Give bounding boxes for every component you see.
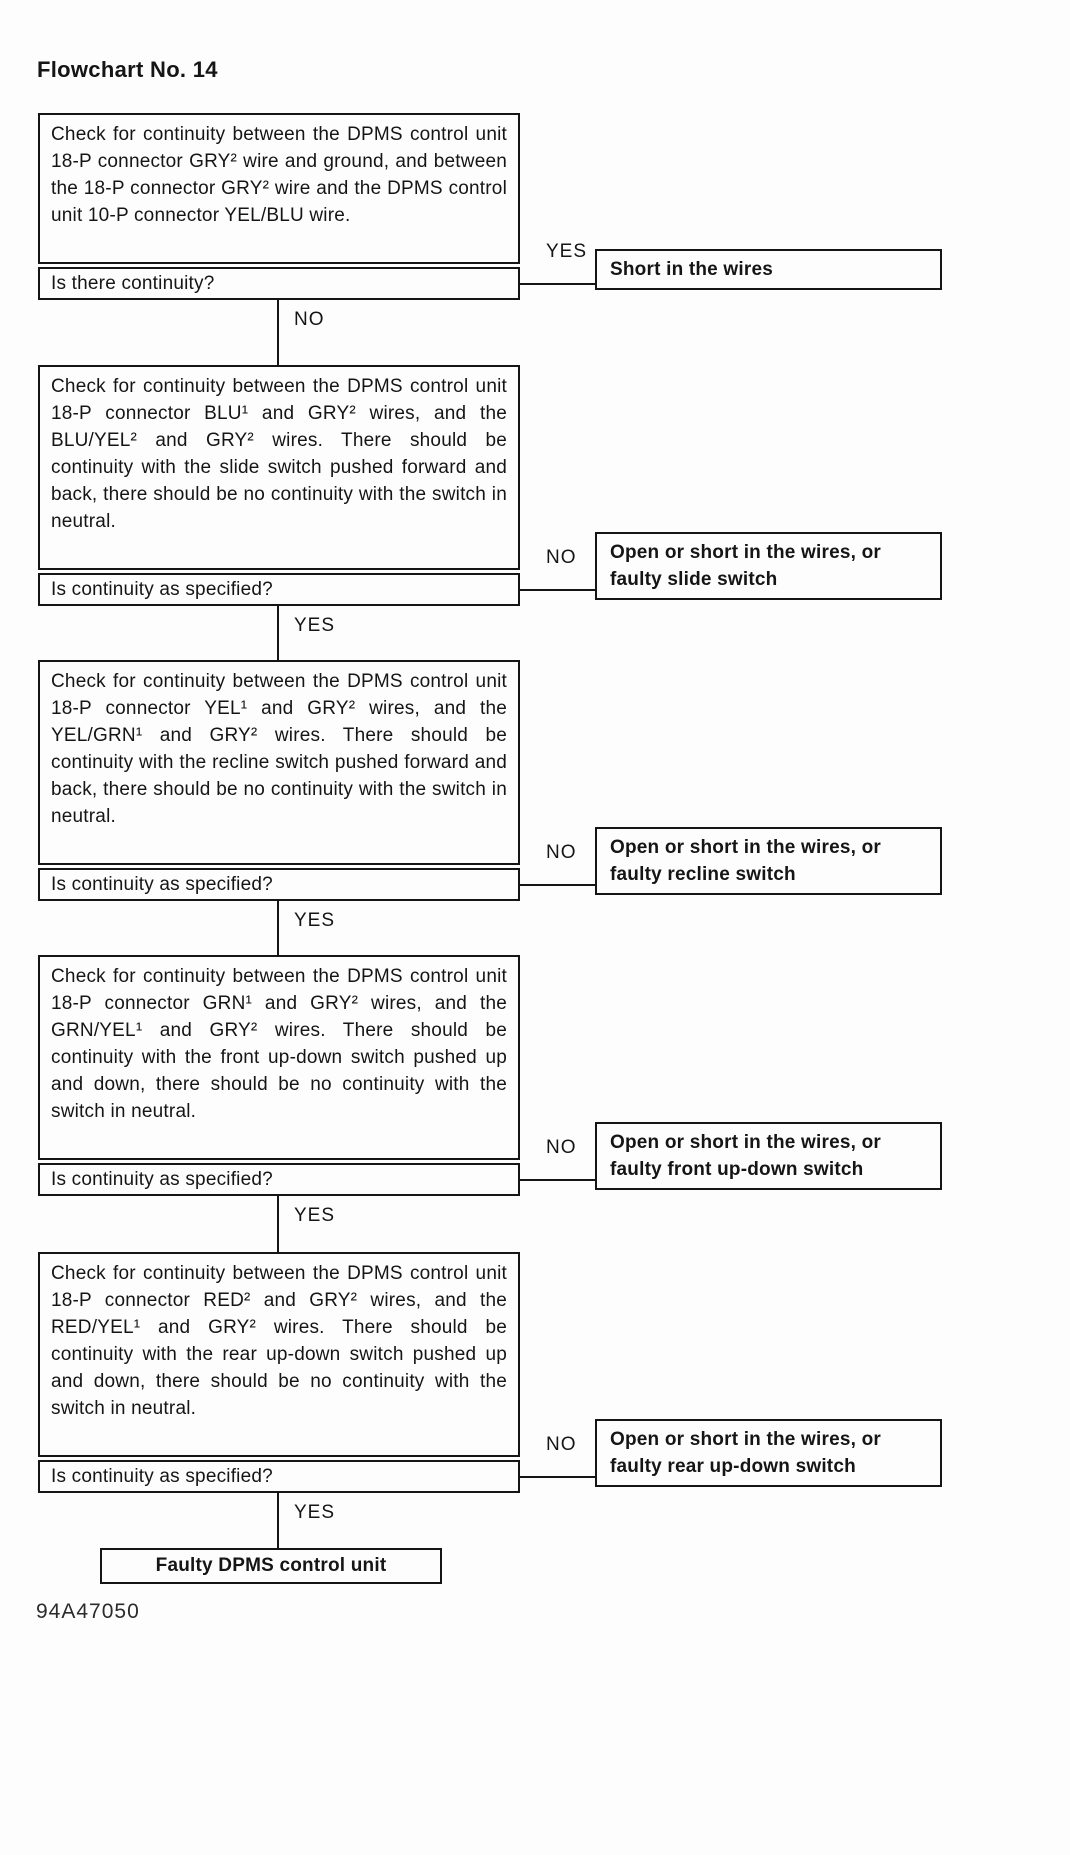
document-code: 94A47050 [36, 1600, 140, 1623]
step-1-question-text: Is there continuity? [51, 272, 215, 294]
step-4-question-text: Is continuity as specified? [51, 1168, 273, 1190]
step-2-question-text: Is continuity as specified? [51, 578, 273, 600]
step-1-instruction-text: Check for continuity between the DPMS control unit 18-P connector GRY² wire and ground, and between the 18-P connector GRY² wire and the DPMS control unit 10-P connector YEL/BLU wire. [51, 124, 507, 226]
step-4-question-box [38, 1163, 520, 1196]
step-2-result-box [595, 532, 942, 600]
step-4-instruction-box [38, 955, 520, 1160]
step-3-instruction-box [38, 660, 520, 865]
step-2-question-box [38, 573, 520, 606]
step-5-question-box [38, 1460, 520, 1493]
step-2-instruction-box [38, 365, 520, 570]
step-2-instruction-text: Check for continuity between the DPMS control unit 18-P connector BLU¹ and GRY² wires, and the BLU/YEL² and GRY² wires. There should be continuity with the slide switch pushed forward and back, there should be no continuity with the switch in neutral. [51, 376, 507, 532]
step-3-result-box [595, 827, 942, 895]
flowchart-title: Flowchart No. 14 [37, 57, 218, 82]
step-4 [38, 955, 881, 1226]
step-1-down-label: NO [294, 309, 325, 330]
step-1-result-text: Short in the wires [610, 259, 774, 280]
step-4-result-box [595, 1122, 942, 1190]
step-5-question-text: Is continuity as specified? [51, 1465, 273, 1487]
step-3-question-box [38, 868, 520, 901]
step-3-question-text: Is continuity as specified? [51, 873, 273, 895]
step-1-branch-connector [520, 283, 595, 285]
step-5-branch-label: NO [546, 1434, 577, 1455]
step-4-instruction-text: Check for continuity between the DPMS control unit 18-P connector GRN¹ and GRY² wires, and the GRN/YEL¹ and GRY² wires. There should be continuity with the front up-down switch pushed up and down, there should be no continuity with the switch in neutral. [51, 966, 507, 1122]
step-1-question-box [38, 267, 520, 300]
step-4-branch-connector [520, 1179, 595, 1181]
step-3-branch-label: NO [546, 842, 577, 863]
step-5-result-text: Open or short in the wires, or faulty rear up-down switch [610, 1429, 881, 1477]
final-result-text: Faulty DPMS control unit [155, 1555, 387, 1576]
step-5-down-label: YES [294, 1502, 336, 1523]
step-5-instruction-text: Check for continuity between the DPMS control unit 18-P connector RED² and GRY² wires, and the RED/YEL¹ and GRY² wires. There should be continuity with the rear up-down switch pushed up and down, there should be no continuity with the switch in neutral. [51, 1263, 507, 1419]
step-3 [38, 660, 881, 931]
step-4-result-text: Open or short in the wires, or faulty front up-down switch [610, 1132, 881, 1180]
step-2 [38, 365, 881, 636]
step-5-result-box [595, 1419, 942, 1487]
step-2-down-label: YES [294, 615, 336, 636]
step-2-result-text: Open or short in the wires, or faulty slide switch [610, 542, 881, 590]
step-1-instruction-box [38, 113, 520, 264]
step-2-branch-label: NO [546, 547, 577, 568]
step-3-down-label: YES [294, 910, 336, 931]
step-4-branch-label: NO [546, 1137, 577, 1158]
final-result-box [100, 1548, 442, 1584]
step-1-result-box [595, 249, 942, 290]
step-5 [38, 1252, 881, 1523]
step-3-result-text: Open or short in the wires, or faulty recline switch [610, 837, 881, 885]
step-1 [38, 113, 774, 330]
step-3-branch-connector [520, 884, 595, 886]
step-4-down-label: YES [294, 1205, 336, 1226]
step-2-branch-connector [520, 589, 595, 591]
step-3-instruction-text: Check for continuity between the DPMS control unit 18-P connector YEL¹ and GRY² wires, and the YEL/GRN¹ and GRY² wires. There should be continuity with the recline switch pushed forward and back, there should be no continuity with the switch in neutral. [51, 671, 507, 827]
step-5-branch-connector [520, 1476, 595, 1478]
step-5-instruction-box [38, 1252, 520, 1457]
step-1-branch-label: YES [546, 241, 588, 262]
